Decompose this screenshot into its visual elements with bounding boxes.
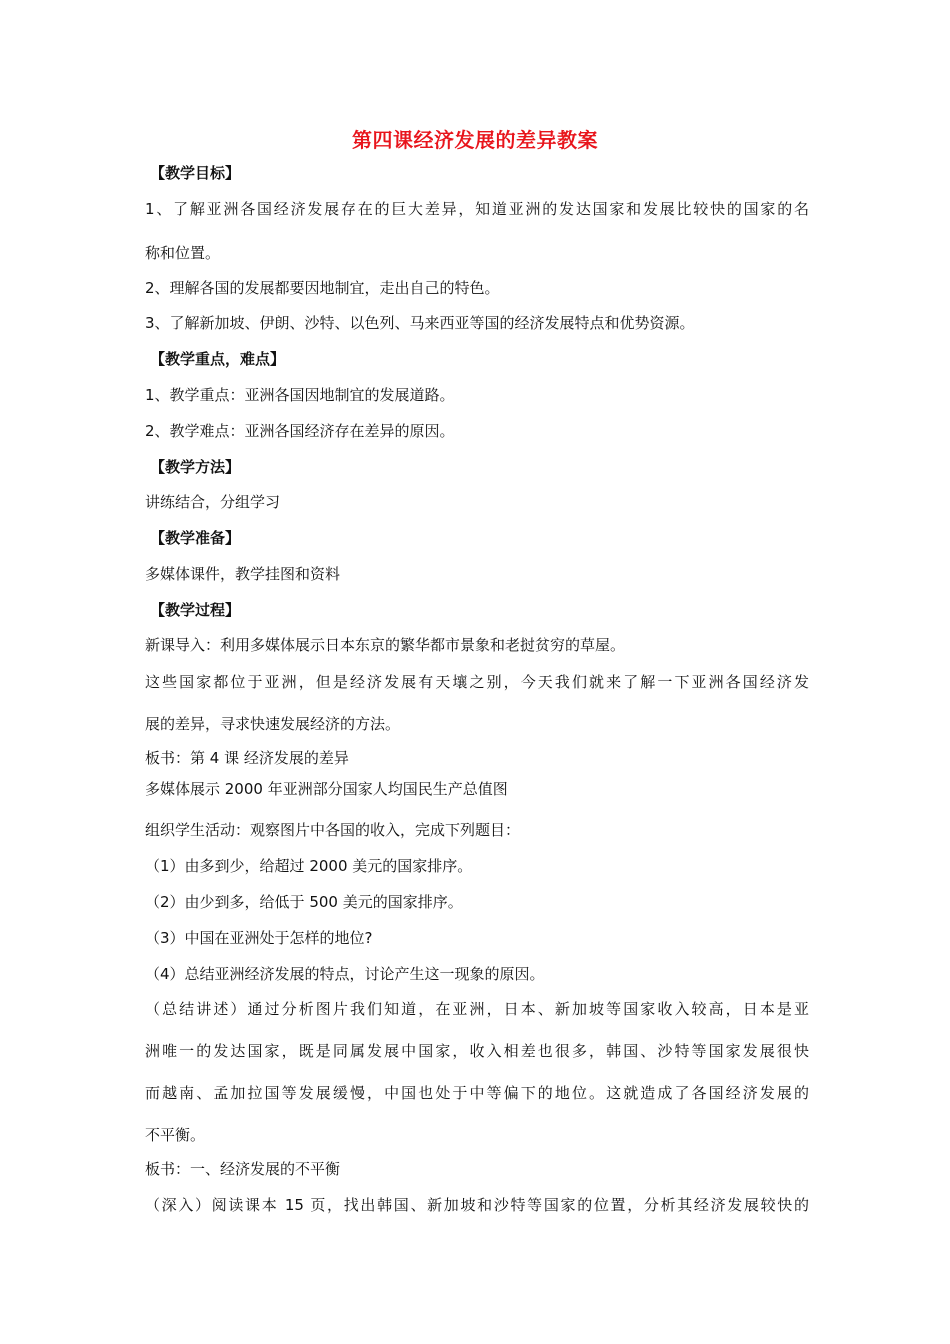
keypoint-line-2: 2、教学难点：亚洲各国经济存在差异的原因。 bbox=[145, 422, 455, 440]
objective-line-2: 2、理解各国的发展都要因地制宜，走出自己的特色。 bbox=[145, 279, 500, 297]
prep-text: 多媒体课件，教学挂图和资料 bbox=[145, 565, 341, 583]
summary-line-1: （总结讲述）通过分析图片我们知道，在亚洲，日本、新加坡等国家收入较高，日本是亚 bbox=[145, 1000, 809, 1018]
activity-intro: 组织学生活动：观察图片中各国的收入，完成下列题目： bbox=[145, 821, 521, 839]
page-title: 第四课经济发展的差异教案 bbox=[352, 128, 598, 152]
activity-q3: （3）中国在亚洲处于怎样的地位? bbox=[145, 929, 373, 947]
objectives-heading: 【教学目标】 bbox=[150, 164, 241, 182]
methods-text: 讲练结合，分组学习 bbox=[145, 493, 281, 511]
board-note-2: 板书：一、经济发展的不平衡 bbox=[145, 1160, 341, 1178]
objective-line-1: 1、了解亚洲各国经济发展存在的巨大差异，知道亚洲的发达国家和发展比较快的国家的名 bbox=[145, 200, 809, 218]
deepen-line-1: （深入）阅读课本 15 页，找出韩国、新加坡和沙特等国家的位置，分析其经济发展较快的 bbox=[145, 1196, 809, 1214]
board-note-1: 板书：第 4 课 经济发展的差异 bbox=[145, 749, 349, 767]
activity-q1: （1）由多到少，给超过 2000 美元的国家排序。 bbox=[145, 857, 473, 875]
summary-line-4: 不平衡。 bbox=[145, 1126, 206, 1144]
process-heading: 【教学过程】 bbox=[150, 601, 241, 619]
activity-q4: （4）总结亚洲经济发展的特点，讨论产生这一现象的原因。 bbox=[145, 965, 545, 983]
summary-line-3: 而越南、孟加拉国等发展缓慢，中国也处于中等偏下的地位。这就造成了各国经济发展的 bbox=[145, 1084, 809, 1102]
keypoint-line-1: 1、教学重点：亚洲各国因地制宜的发展道路。 bbox=[145, 386, 455, 404]
objective-line-3: 3、了解新加坡、伊朗、沙特、以色列、马来西亚等国的经济发展特点和优势资源。 bbox=[145, 314, 695, 332]
process-line-2: 这些国家都位于亚洲，但是经济发展有天壤之别，今天我们就来了解一下亚洲各国经济发 bbox=[145, 673, 809, 691]
process-line-3: 展的差异，寻求快速发展经济的方法。 bbox=[145, 715, 401, 733]
activity-q2: （2）由少到多，给低于 500 美元的国家排序。 bbox=[145, 893, 463, 911]
methods-heading: 【教学方法】 bbox=[150, 458, 241, 476]
objective-line-1-cont: 称和位置。 bbox=[145, 244, 221, 262]
process-line-1: 新课导入：利用多媒体展示日本东京的繁华都市景象和老挝贫穷的草屋。 bbox=[145, 636, 626, 654]
prep-heading: 【教学准备】 bbox=[150, 529, 241, 547]
process-line-5: 多媒体展示 2000 年亚洲部分国家人均国民生产总值图 bbox=[145, 780, 508, 798]
keypoints-heading: 【教学重点，难点】 bbox=[150, 350, 286, 368]
summary-line-2: 洲唯一的发达国家，既是同属发展中国家，收入相差也很多，韩国、沙特等国家发展很快 bbox=[145, 1042, 809, 1060]
